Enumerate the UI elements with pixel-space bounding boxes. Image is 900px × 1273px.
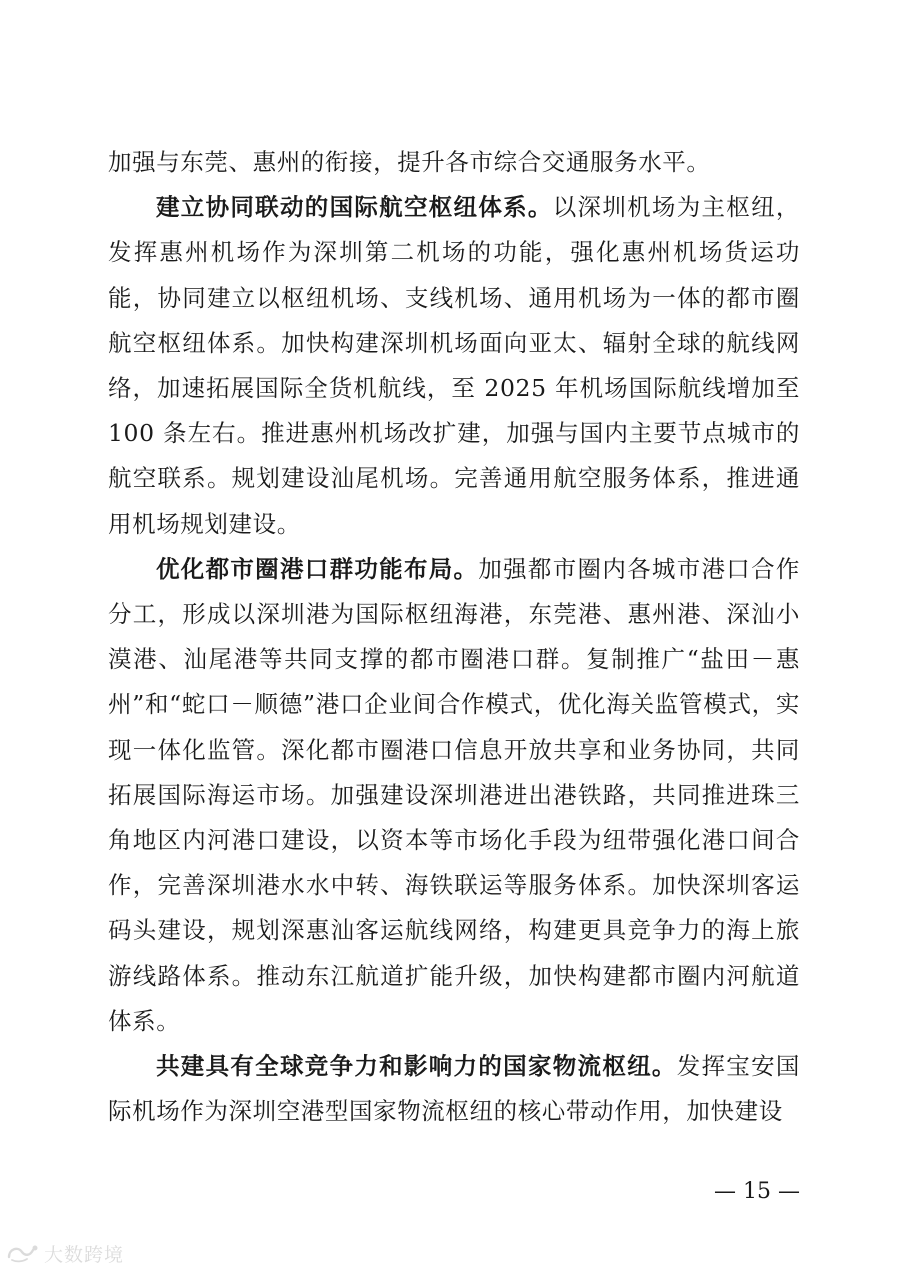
watermark-text: 大数跨境 — [44, 1243, 125, 1266]
page-number: — 15 — — [714, 1179, 800, 1204]
paragraph-text: 发挥宝安国际机场作为深圳空港型国家物流枢纽的核心带动作用，加快建设 — [108, 1052, 801, 1126]
paragraph-text: 以深圳机场为主枢纽，发挥惠州机场作为深圳第二机场的功能，强化惠州机场货运功能，协同建立以枢纽机场、支线机场、通用机场为一体的都市圈航空枢纽体系。加快构建深圳机场面向亚太、辐射全球的航线网络，加速拓展国际全货机航线，至 2025 年机场国际航线增加至 100 条左右。推进惠州机场改扩建，加强与国内主要节点城市的航空联系。规划建设汕尾机场。完善通用航空服务体系，推进通用机场规划建设。 — [108, 193, 800, 538]
paragraph-heading: 优化都市圈港口群功能布局。 — [156, 554, 479, 583]
brand-logo-icon — [6, 1242, 40, 1264]
paragraph-port-cluster — [108, 547, 800, 1044]
document-body — [108, 140, 800, 1134]
watermark — [6, 1240, 124, 1266]
paragraph-heading: 共建具有全球竞争力和影响力的国家物流枢纽。 — [156, 1052, 677, 1081]
paragraph-airport-hub — [108, 185, 800, 547]
paragraph-text: 加强与东莞、惠州的衔接，提升各市综合交通服务水平。 — [108, 148, 711, 176]
paragraph-heading: 建立协同联动的国际航空枢纽体系。 — [156, 193, 553, 222]
paragraph-logistics-hub — [108, 1044, 800, 1134]
paragraph-continuation — [108, 140, 800, 185]
paragraph-text: 加强都市圈内各城市港口合作分工，形成以深圳港为国际枢纽海港，东莞港、惠州港、深汕小漠港、汕尾港等共同支撑的都市圈港口群。复制推广“盐田－惠州”和“蛇口－顺德”港口企业间合作模式，优化海关监管模式，实现一体化监管。深化都市圈港口信息开放共享和业务协同，共同拓展国际海运市场。加强建设深圳港进出港铁路，共同推进珠三角地区内河港口建设，以资本等市场化手段为纽带强化港口间合作，完善深圳港水水中转、海铁联运等服务体系。加快深圳客运码头建设，规划深惠汕客运航线网络，构建更具竞争力的海上旅游线路体系。推动东江航道扩能升级，加快构建都市圈内河航道体系。 — [108, 554, 800, 1035]
